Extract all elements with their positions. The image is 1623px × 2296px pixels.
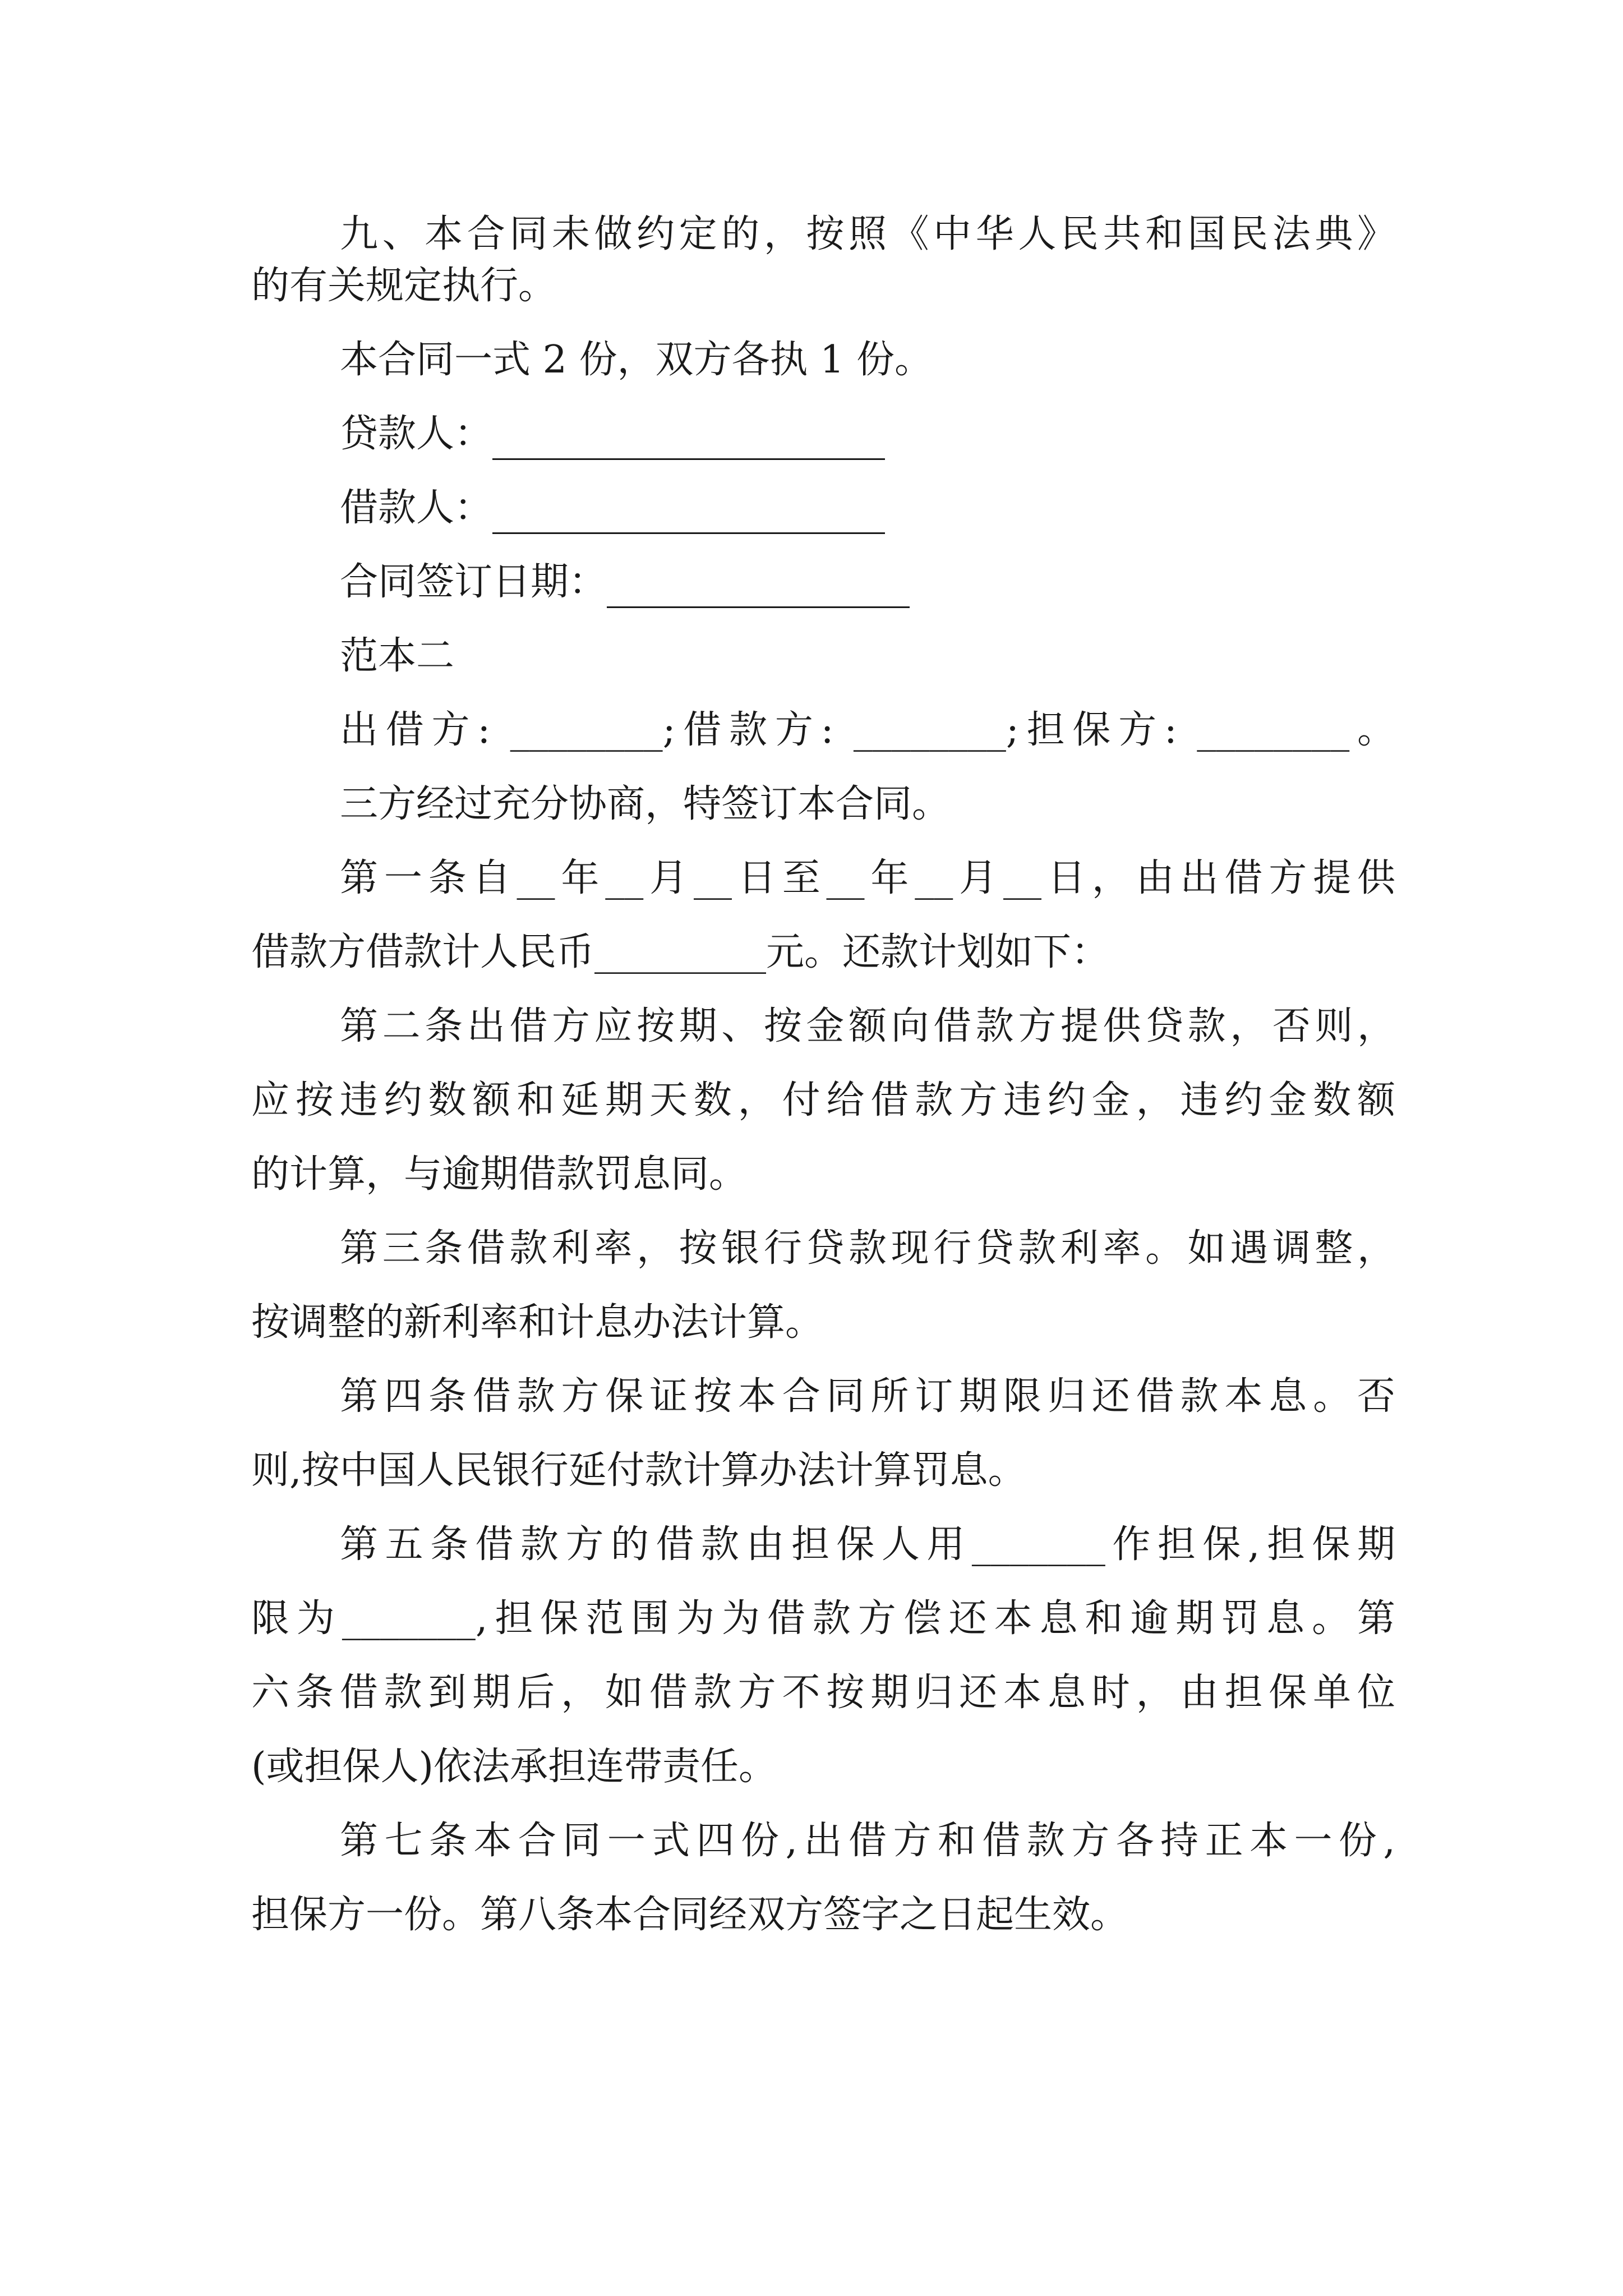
article-five-line-1: 第五条借款方的借款由担保人用_______作担保,担保期 (340, 1522, 1395, 1567)
article-three-line-1: 第三条借款利率，按银行贷款现行贷款利率。如遇调整， (340, 1226, 1395, 1271)
article-two-line-3: 的计算，与逾期借款罚息同。 (251, 1152, 748, 1197)
article-two-line-1: 第二条出借方应按期、按金额向借款方提供贷款，否则， (340, 1004, 1395, 1048)
copies-statement: 本合同一式 2 份，双方各执 1 份。 (340, 338, 933, 382)
signing-date-row (251, 556, 1395, 608)
signing-date-label: 合同签订日期： (340, 560, 607, 604)
borrower-label: 借款人： (340, 486, 493, 530)
article-five-line-2: 限为_______,担保范围为为借款方偿还本息和逾期罚息。第 (251, 1596, 1395, 1641)
article-four-line-1: 第四条借款方保证按本合同所订期限归还借款本息。否 (340, 1374, 1395, 1419)
article-three-line-2: 按调整的新利率和计息办法计算。 (251, 1300, 824, 1345)
article-four-line-2: 则,按中国人民银行延付款计算办法计算罚息。 (251, 1448, 1026, 1493)
lender-signature-row (251, 408, 1395, 460)
article-seven-eight-line: 担保方一份。第八条本合同经双方签字之日起生效。 (251, 1893, 1129, 1937)
clause-nine-line-1: 九、本合同未做约定的，按照《中华人民共和国民法典》 (340, 212, 1395, 256)
lender-signature-line (492, 419, 885, 460)
borrower-signature-row (251, 482, 1395, 534)
lender-label: 贷款人： (340, 412, 493, 456)
article-six-line-2: (或担保人)依法承担连带责任。 (251, 1745, 777, 1789)
article-seven-line-1: 第七条本合同一式四份,出借方和借款方各持正本一份, (340, 1819, 1395, 1863)
template-two-heading: 范本二 (340, 634, 455, 678)
document-page (251, 209, 1395, 1941)
article-one-line-2: 借款方借款计人民币_________元。还款计划如下： (251, 930, 1110, 974)
agreement-intro: 三方经过充分协商，特签订本合同。 (340, 782, 951, 826)
article-one-line-1: 第一条自__年__月__日至__年__月__日，由出借方提供 (340, 856, 1395, 900)
borrower-signature-line (492, 493, 885, 534)
parties-line: 出借方: ________;借款方: ________;担保方: ________。 (340, 708, 1395, 752)
signing-date-line (607, 567, 910, 608)
article-two-line-2: 应按违约数额和延期天数，付给借款方违约金，违约金数额 (251, 1078, 1395, 1122)
article-six-line-1: 六条借款到期后，如借款方不按期归还本息时，由担保单位 (251, 1671, 1395, 1715)
clause-nine-line-2: 的有关规定执行。 (251, 264, 557, 308)
